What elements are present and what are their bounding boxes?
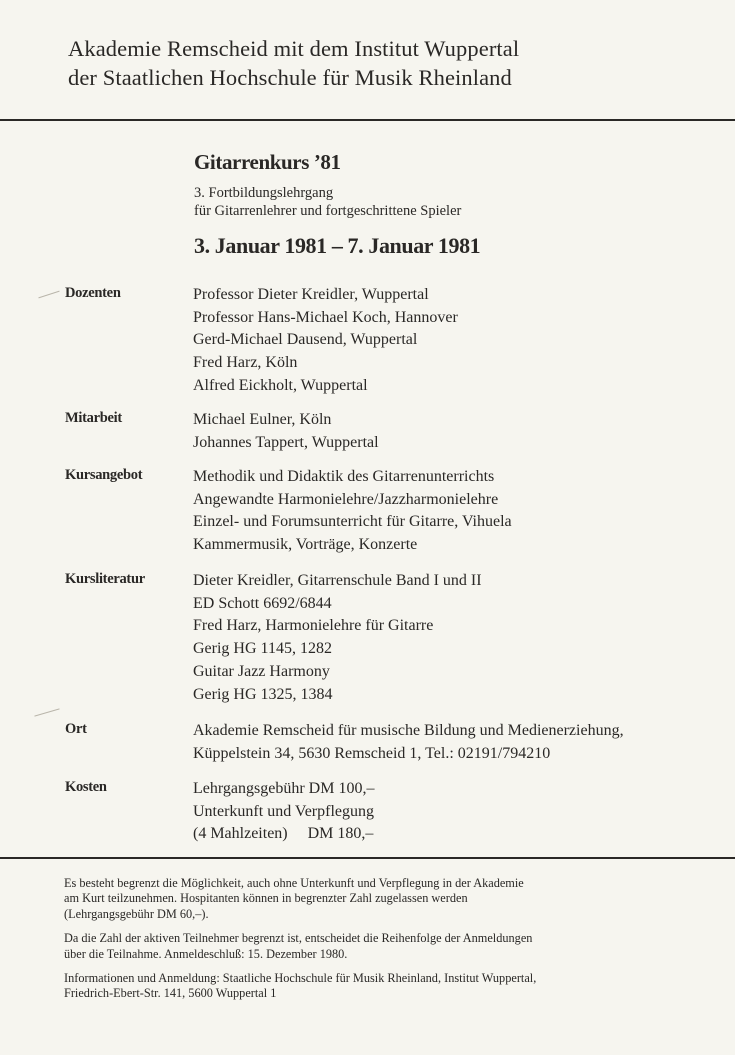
content-line: Akademie Remscheid für musische Bildung und Medienerziehung, — [193, 722, 624, 739]
section-content — [193, 570, 482, 706]
content-line: Küppelstein 34, 5630 Remscheid 1, Tel.: 02191/794210 — [193, 744, 551, 762]
content-line: Einzel- und Forumsunterricht für Gitarre, Vihuela — [193, 513, 512, 531]
content-line: Dieter Kreidler, Gitarrenschule Band I und II — [193, 572, 482, 589]
content-line: Gerd-Michael Dausend, Wuppertal — [193, 331, 418, 349]
note-accommodation — [64, 876, 714, 922]
subtitle-line-2: für Gitarrenlehrer und fortgeschrittene Spieler — [194, 203, 462, 219]
section-label: Kosten — [65, 779, 107, 795]
content-line: Methodik und Didaktik des Gitarrenunterrichts — [193, 468, 495, 485]
content-line: ED Schott 6692/6844 — [193, 594, 332, 612]
section-label: Kursliteratur — [65, 571, 145, 587]
note-line: Friedrich-Ebert-Str. 141, 5600 Wuppertal 1 — [64, 986, 277, 1001]
section-label: Kursangebot — [65, 467, 143, 483]
top-divider — [0, 119, 735, 121]
content-line: Fred Harz, Köln — [193, 354, 298, 372]
section-label: Mitarbeit — [65, 410, 122, 426]
subtitle-line-1: 3. Fortbildungslehrgang — [194, 185, 334, 201]
content-line: Michael Eulner, Köln — [193, 411, 332, 428]
section-content — [193, 466, 512, 557]
note-line: (Lehrgangsgebühr DM 60,–). — [64, 906, 209, 921]
section-content — [193, 284, 458, 398]
note-line: Da die Zahl der aktiven Teilnehmer begrenzt ist, entscheidet die Reihenfolge der Anmeldungen — [64, 931, 533, 946]
header-line-1: Akademie Remscheid mit dem Institut Wuppertal — [68, 36, 520, 61]
course-title: Gitarrenkurs ’81 — [194, 150, 341, 174]
content-line: Professor Hans-Michael Koch, Hannover — [193, 308, 458, 326]
note-line: am Kurt teilzunehmen. Hospitanten können in begrenzter Zahl zugelassen werden — [64, 891, 468, 906]
content-line: Guitar Jazz Harmony — [193, 662, 330, 680]
paper-mark — [38, 291, 59, 299]
note-contact — [64, 971, 714, 1002]
content-line: Unterkunft und Verpflegung — [193, 802, 374, 820]
bottom-divider — [0, 857, 735, 859]
content-line: Fred Harz, Harmonielehre für Gitarre — [193, 617, 434, 635]
note-line: über die Teilnahme. Anmeldeschluß: 15. Dezember 1980. — [64, 946, 348, 961]
content-line: (4 Mahlzeiten) DM 180,– — [193, 825, 374, 843]
footer-notes — [64, 876, 714, 1011]
content-line: Kammermusik, Vorträge, Konzerte — [193, 536, 418, 554]
content-line: Alfred Eickholt, Wuppertal — [193, 376, 368, 394]
course-dates: 3. Januar 1981 – 7. Januar 1981 — [194, 233, 481, 258]
content-line: Johannes Tappert, Wuppertal — [193, 433, 379, 451]
note-line: Es besteht begrenzt die Möglichkeit, auch ohne Unterkunft und Verpflegung in der Akademie — [64, 876, 524, 890]
section-label: Ort — [65, 721, 87, 737]
paper-mark — [34, 708, 59, 716]
content-line: Professor Dieter Kreidler, Wuppertal — [193, 286, 429, 303]
content-line: Gerig HG 1325, 1384 — [193, 685, 333, 703]
content-line: Angewandte Harmonielehre/Jazzharmonielehre — [193, 490, 499, 508]
section-content — [193, 778, 374, 846]
section-label: Dozenten — [65, 285, 121, 301]
header-line-2: der Staatlichen Hochschule für Musik Rheinland — [68, 65, 512, 90]
note-line: Informationen und Anmeldung: Staatliche Hochschule für Musik Rheinland, Institut Wuppertal, — [64, 971, 537, 986]
section-content — [193, 409, 379, 454]
note-registration — [64, 931, 714, 962]
institution-header — [68, 34, 519, 92]
content-line: Gerig HG 1145, 1282 — [193, 640, 332, 658]
course-subtitle — [194, 184, 461, 220]
content-line: Lehrgangsgebühr DM 100,– — [193, 780, 375, 797]
section-content — [193, 720, 624, 765]
